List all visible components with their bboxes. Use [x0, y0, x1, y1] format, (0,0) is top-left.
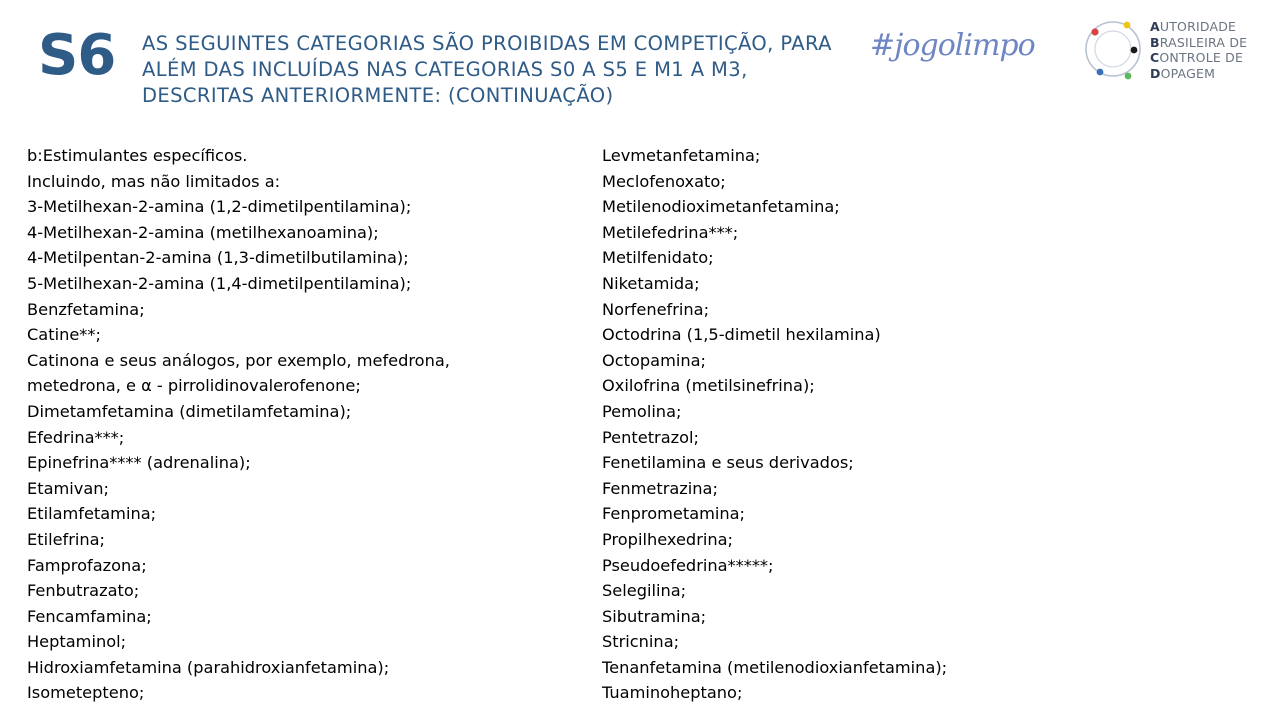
logo-line: AUTORIDADE [1150, 19, 1237, 34]
list-item: Fenprometamina; [602, 504, 746, 524]
list-item: Fencamfamina; [27, 606, 152, 626]
hashtag-logo: #jogolimpo [870, 28, 1035, 63]
list-item: 5-Metilhexan-2-amina (1,4-dimetilpentilamina); [27, 273, 412, 293]
logo-inner-ring-icon [1095, 31, 1131, 67]
list-item: Fenetilamina e seus derivados; [602, 453, 854, 473]
list-item: Isometepteno; [27, 683, 145, 703]
list-item: Dimetamfetamina (dimetilamfetamina); [27, 401, 352, 421]
list-item: Niketamida; [602, 273, 700, 293]
list-item: Epinefrina**** (adrenalina); [27, 453, 251, 473]
list-item: Fenbutrazato; [27, 581, 140, 601]
list-item: 3-Metilhexan-2-amina (1,2-dimetilpentilamina); [27, 197, 412, 217]
list-item: Fenmetrazina; [602, 478, 718, 498]
abcd-logo-icon [1078, 14, 1148, 84]
list-item: Incluindo, mas não limitados a: [27, 171, 281, 191]
list-item: Metilfenidato; [602, 248, 714, 268]
logo-red-dot-icon [1091, 28, 1098, 35]
list-item: Efedrina***; [27, 427, 125, 447]
list-item: Pemolina; [602, 401, 682, 421]
list-item: Octopamina; [602, 350, 706, 370]
substance-list-left [27, 143, 587, 706]
list-item: Norfenefrina; [602, 299, 710, 319]
list-item: Catinona e seus análogos, por exemplo, mefedrona, [27, 350, 450, 370]
list-item: Sibutramina; [602, 606, 707, 626]
logo-yellow-dot-icon [1124, 22, 1131, 29]
list-item: Levmetanfetamina; [602, 146, 761, 165]
list-item: Octodrina (1,5-dimetil hexilamina) [602, 325, 881, 345]
list-item: 4-Metilpentan-2-amina (1,3-dimetilbutilamina); [27, 248, 409, 268]
logo-green-dot-icon [1125, 73, 1132, 80]
list-item: Metilenodioximetanfetamina; [602, 197, 840, 217]
list-item: Etilefrina; [27, 529, 106, 549]
logo-line: DOPAGEM [1150, 65, 1216, 81]
list-item: 4-Metilhexan-2-amina (metilhexanoamina); [27, 222, 379, 242]
list-item: Catine**; [27, 325, 101, 345]
section-heading: AS SEGUINTES CATEGORIAS SÃO PROIBIDAS EM COMPETIÇÃO, PARA ALÉM DAS INCLUÍDAS NAS CATEGORIAS S0 A S5 E M1 A M3, DESCRITAS ANTERIORMENTE: (CONTINUAÇÃO) [142, 32, 832, 107]
list-item: Metilefedrina***; [602, 222, 739, 242]
list-item: Tuaminoheptano; [602, 683, 743, 703]
list-item: Meclofenoxato; [602, 171, 726, 191]
substance-list-right [602, 143, 1242, 706]
logo-wordmark [1150, 19, 1247, 81]
section-code: S6 [38, 23, 116, 88]
list-item: Heptaminol; [27, 632, 127, 652]
list-item: Etilamfetamina; [27, 504, 157, 524]
logo-black-dot-icon [1131, 47, 1138, 54]
logo-line: BRASILEIRA DE [1150, 34, 1248, 50]
list-item: metedrona, e α - pirrolidinovalerofenone; [27, 376, 361, 396]
list-item: Selegilina; [602, 581, 687, 601]
list-item: Stricnina; [602, 632, 680, 652]
list-item: Etamivan; [27, 478, 109, 498]
logo-blue-dot-icon [1097, 69, 1104, 76]
list-item: Pentetrazol; [602, 427, 699, 447]
list-item: Hidroxiamfetamina (parahidroxianfetamina); [27, 657, 390, 677]
list-item: b:Estimulantes específicos. [27, 146, 248, 165]
list-item: Benzfetamina; [27, 299, 145, 319]
logo-line: CONTROLE DE [1150, 50, 1244, 65]
list-item: Oxilofrina (metilsinefrina); [602, 376, 815, 396]
list-item: Pseudoefedrina*****; [602, 555, 774, 575]
list-item: Famprofazona; [27, 555, 147, 575]
list-item: Tenanfetamina (metilenodioxianfetamina); [602, 657, 948, 677]
list-item: Propilhexedrina; [602, 529, 733, 549]
